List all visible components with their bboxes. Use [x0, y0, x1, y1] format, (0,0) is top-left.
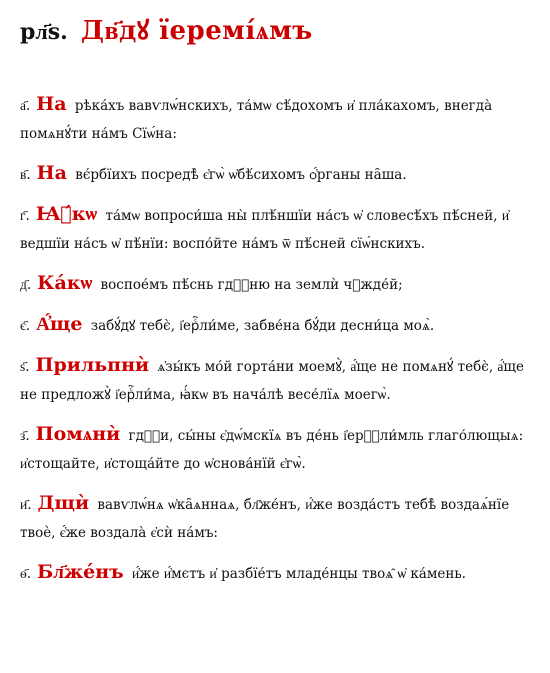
verse-initial: На — [36, 162, 67, 184]
psalm-number: рл҃ѕ. — [20, 19, 68, 45]
verse-text: забꙋ́дꙋ тебє̀, і҆ерⷭ҇ли́ме, забве́на бꙋ́ди десни́ца моѧ̀. — [90, 318, 435, 334]
verse-initial: Бл҃же́нъ — [37, 561, 124, 583]
verse-text: и҆́же и҆́мєтъ и҆ разбїе́тъ младе́нцы твоѧ̑ ѡ҆ ка́мень. — [132, 566, 466, 582]
verse-number: з҃. — [20, 428, 30, 444]
verse-9 — [20, 558, 538, 588]
verse-number: и҃. — [20, 497, 32, 513]
verse-text: воспое́мъ пѣ́снь гдⷭ҇ню на землѝ чꙋжде́й; — [100, 277, 403, 293]
verse-list — [20, 90, 538, 588]
verse-number: г҃. — [20, 208, 30, 224]
verse-number: д҃. — [20, 277, 32, 293]
verse-initial: А҆́ще — [36, 313, 83, 335]
verse-initial: Ка́кѡ — [37, 272, 93, 294]
verse-4 — [20, 269, 538, 299]
verse-text: вавѵлѡ́нѧ ѡ҆ка̑ѧннаѧ, бл҃же́нъ, и҆́же возда́стъ тебѣ̀ воздаѧ́нїе твоѐ, є҆́же воздала̀ є҆сѝ на́мъ: — [20, 497, 510, 541]
verse-6 — [20, 351, 538, 409]
verse-number: є҃. — [20, 318, 31, 334]
verse-7 — [20, 420, 538, 478]
verse-number: ѳ҃. — [20, 566, 32, 582]
verse-initial: Помѧнѝ — [35, 423, 121, 445]
verse-number: а҃. — [20, 98, 31, 114]
verse-initial: На — [36, 93, 67, 115]
verse-text: ѧ҆зы́къ мо́й горта́ни моемꙋ̀, а҆́ще не помѧнꙋ́ тебє̀, а҆́ще не предложꙋ̀ і҆ерⷭ҇ли́ма, ꙗ҆́кѡ въ нача́лѣ весе́лїѧ моегѡ̀. — [20, 359, 524, 403]
verse-2 — [20, 159, 538, 189]
verse-initial: Ꙗ҆́кѡ — [35, 203, 98, 225]
verse-text: рѣка́хъ вавѵлѡ́нскихъ, та́мѡ сѣ́дохомъ и҆ пла́кахомъ, внегда̀ помѧнꙋ́ти на́мъ Сїѡ́на: — [20, 98, 493, 142]
verse-text: та́мѡ вопроси́ша ны̀ плѣ́ншїи на́съ ѡ҆ словесѣ́хъ пѣ́сней, и҆ ведшїи на́съ ѡ҆ пѣ́нїи: воспо́йте на́мъ ѿ пѣ́сней сїѡ́нскихъ. — [20, 208, 510, 252]
verse-initial: Прильпнѝ — [35, 354, 150, 376]
verse-number: в҃. — [20, 167, 31, 183]
psalm-title: Дв҃дꙋ їеремі́ѧмъ — [80, 16, 313, 46]
verse-1 — [20, 90, 538, 148]
verse-5 — [20, 310, 538, 340]
verse-text: гдⷭ҇и, сы́ны є҆дѡ́мскїѧ въ де́нь і҆ерⷭ҇ли́мль глаго́лющыѧ: и҆стощайте, и҆стоща́йте до ѡ҆снова́нїй є҆гѡ̀. — [20, 428, 524, 472]
verse-number: ѕ҃. — [20, 359, 30, 375]
verse-8 — [20, 489, 538, 547]
verse-3 — [20, 200, 538, 258]
verse-initial: Дщѝ — [37, 492, 90, 514]
verse-text: вє́рбїихъ посредѣ̀ є҆гѡ̀ ѡ҆бѣ́сихомъ ѻ҆́рганы на̑ша. — [75, 167, 407, 183]
psalm-heading — [20, 14, 538, 48]
